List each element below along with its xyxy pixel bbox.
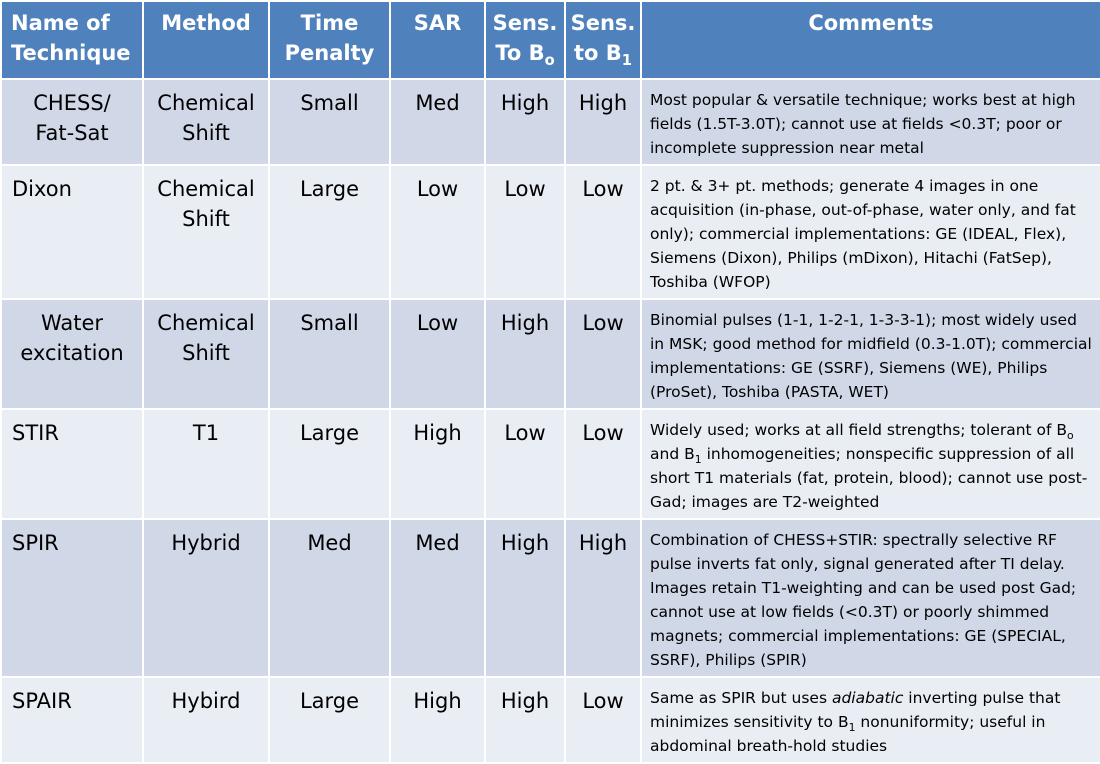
header-sar: SAR bbox=[390, 1, 485, 79]
table-row bbox=[1, 165, 1100, 299]
sens-b0-cell: High bbox=[485, 299, 565, 409]
technique-name: CHESS/ Fat-Sat bbox=[1, 79, 143, 165]
sens-b1-cell: Low bbox=[565, 677, 641, 763]
header-comments: Comments bbox=[641, 1, 1100, 79]
sar-cell: High bbox=[390, 677, 485, 763]
sens-b0-cell: Low bbox=[485, 165, 565, 299]
method-cell: Chemical Shift bbox=[143, 79, 269, 165]
sens-b0-cell: Low bbox=[485, 409, 565, 519]
technique-name: SPAIR bbox=[1, 677, 143, 763]
sens-b1-cell: Low bbox=[565, 165, 641, 299]
sar-cell: High bbox=[390, 409, 485, 519]
time-penalty-cell: Med bbox=[269, 519, 390, 677]
technique-name: Water excitation bbox=[1, 299, 143, 409]
comment-cell: Binomial pulses (1-1, 1-2-1, 1-3-3-1); most widely used in MSK; good method for midfield (0.3-1.0T); commercial implementations: GE (SSRF), Siemens (WE), Philips (ProSet), Toshiba (PASTA, WET) bbox=[641, 299, 1100, 409]
sens-b1-cell: High bbox=[565, 519, 641, 677]
header-technique: Name of Technique bbox=[1, 1, 143, 79]
time-penalty-cell: Large bbox=[269, 677, 390, 763]
header-sens-b1: Sens. to $B_1$ bbox=[565, 1, 641, 79]
time-penalty-cell: Large bbox=[269, 165, 390, 299]
comment-cell: Most popular & versatile technique; works best at high fields (1.5T-3.0T); cannot use at fields <0.3T; poor or incomplete suppression near metal bbox=[641, 79, 1100, 165]
table-row bbox=[1, 409, 1100, 519]
sar-cell: Low bbox=[390, 165, 485, 299]
table-row bbox=[1, 79, 1100, 165]
sens-b1-cell: Low bbox=[565, 409, 641, 519]
technique-name: SPIR bbox=[1, 519, 143, 677]
method-cell: Hybrid bbox=[143, 519, 269, 677]
table-row bbox=[1, 299, 1100, 409]
time-penalty-cell: Large bbox=[269, 409, 390, 519]
sens-b0-cell: High bbox=[485, 677, 565, 763]
comment-cell: Combination of CHESS+STIR: spectrally selective RF pulse inverts fat only, signal generated after TI delay. Images retain T1-weighting and can be used post Gad; cannot use at low fields (<0.3T) or poorly shimmed magnets; commercial implementations: GE (SPECIAL, SSRF), Philips (SPIR) bbox=[641, 519, 1100, 677]
sens-b0-cell: High bbox=[485, 519, 565, 677]
method-cell: Chemical Shift bbox=[143, 165, 269, 299]
comment-cell: Widely used; works at all field strengths; tolerant of $B_o$ and $B_1$ inhomogeneities; nonspecific suppression of all short T1 materials (fat, protein, blood); cannot use post-Gad; images are T2-weighted bbox=[641, 409, 1100, 519]
time-penalty-cell: Small bbox=[269, 299, 390, 409]
header-method: Method bbox=[143, 1, 269, 79]
sar-cell: Med bbox=[390, 79, 485, 165]
comment-cell: 2 pt. & 3+ pt. methods; generate 4 images in one acquisition (in-phase, out-of-phase, water only, and fat only); commercial implementations: GE (IDEAL, Flex), Siemens (Dixon), Philips (mDixon), Hitachi (FatSep), Toshiba (WFOP) bbox=[641, 165, 1100, 299]
sens-b0-cell: High bbox=[485, 79, 565, 165]
sar-cell: Low bbox=[390, 299, 485, 409]
time-penalty-cell: Small bbox=[269, 79, 390, 165]
method-cell: Hybird bbox=[143, 677, 269, 763]
table-row bbox=[1, 677, 1100, 763]
method-cell: T1 bbox=[143, 409, 269, 519]
header-row bbox=[1, 1, 1100, 79]
technique-name: Dixon bbox=[1, 165, 143, 299]
header-time-penalty: Time Penalty bbox=[269, 1, 390, 79]
comment-cell: Same as SPIR but uses adiabatic inverting pulse that minimizes sensitivity to $B_1$ nonuniformity; useful in abdominal breath-hold studies bbox=[641, 677, 1100, 763]
sens-b1-cell: Low bbox=[565, 299, 641, 409]
header-sens-b0: Sens. To $B_o$ bbox=[485, 1, 565, 79]
technique-name: STIR bbox=[1, 409, 143, 519]
table-row bbox=[1, 519, 1100, 677]
method-cell: Chemical Shift bbox=[143, 299, 269, 409]
sar-cell: Med bbox=[390, 519, 485, 677]
sens-b1-cell: High bbox=[565, 79, 641, 165]
